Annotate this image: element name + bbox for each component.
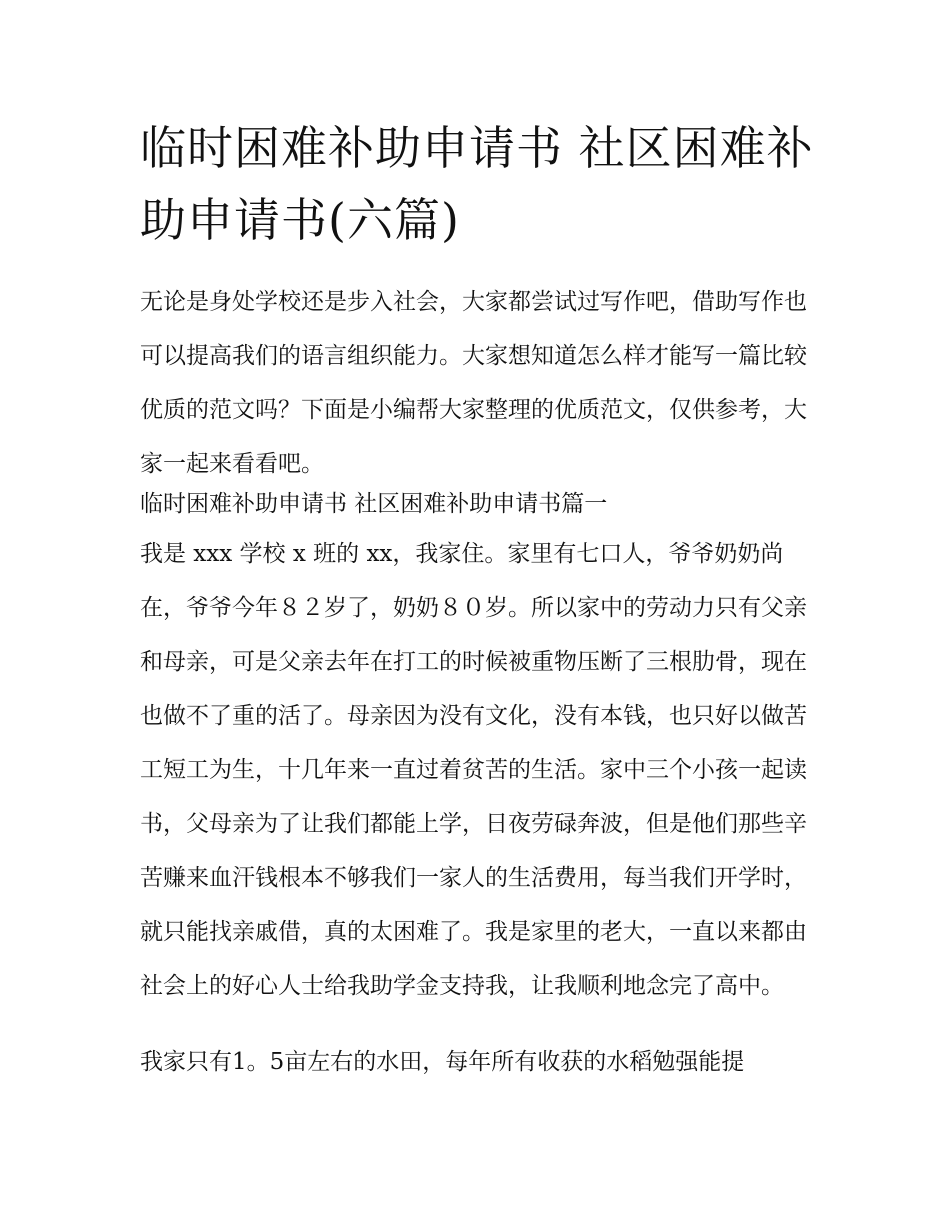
body-paragraph: 我家只有1。5亩左右的水田，每年所有收获的水稻勉强能提 — [140, 1049, 745, 1075]
body-paragraph: 我是 xxx 学校 x 班的 xx，我家住。家里有七口人，爷爷奶奶尚在，爷爷今年８２岁了，奶奶８０岁。所以家中的劳动力只有父亲和母亲，可是父亲去年在打工的时候被重物压断了三根肋骨，现在也做不了重的活了。母亲因为没有文化，没有本钱，也只好以做苦工短工为生，十几年来一直过着贫苦的生活。家中三个小孩一起读书，父母亲为了让我们都能上学，日夜劳碌奔波，但是他们那些辛苦赚来血汗钱根本不够我们一家人的生活费用，每当我们开学时，就只能找亲戚借，真的太困难了。我是家里的老大，一直以来都由社会上的好心人士给我助学金支持我，让我顺利地念完了高中。 — [140, 541, 807, 999]
section-heading: 临时困难补助申请书 社区困难补助申请书篇一 — [140, 491, 608, 517]
intro-paragraph: 无论是身处学校还是步入社会，大家都尝试过写作吧，借助写作也可以提高我们的语言组织能力。大家想知道怎么样才能写一篇比较优质的范文吗？下面是小编帮大家整理的优质范文，仅供参考，大家一起来看看吧。 — [140, 289, 807, 477]
document-title: 临时困难补助申请书 社区困难补助申请书(六篇) — [140, 121, 814, 247]
